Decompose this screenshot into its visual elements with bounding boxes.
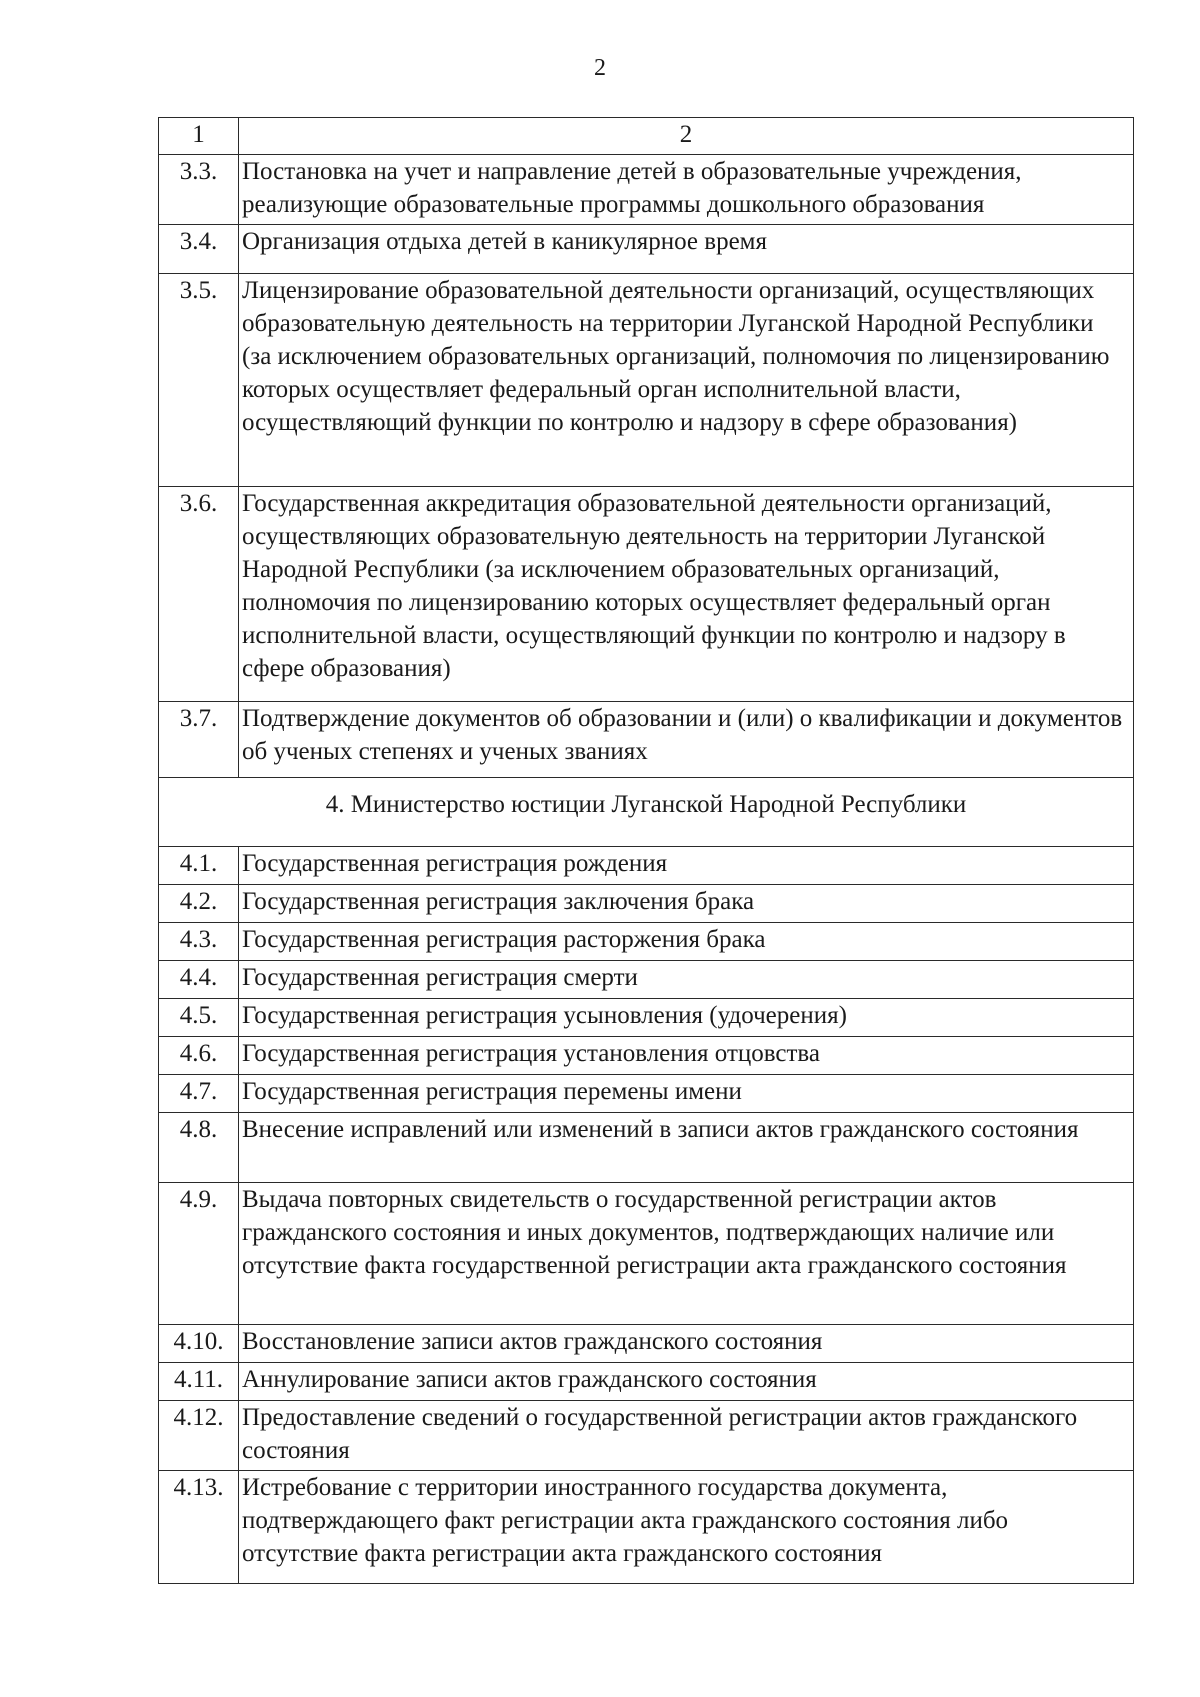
row-number: 4.11. xyxy=(159,1363,239,1401)
table-row xyxy=(159,1113,1134,1183)
row-text: Государственная регистрация установления отцовства xyxy=(239,1037,1134,1075)
row-text: Восстановление записи актов гражданского состояния xyxy=(239,1325,1134,1363)
table-row xyxy=(159,1363,1134,1401)
header-col-number: 1 xyxy=(159,118,239,155)
section-heading-row xyxy=(159,778,1134,847)
table-row xyxy=(159,923,1134,961)
row-number: 4.4. xyxy=(159,961,239,999)
table-row xyxy=(159,1325,1134,1363)
row-number: 3.3. xyxy=(159,155,239,225)
row-text: Государственная аккредитация образовательной деятельности организаций, осуществляющих образовательную деятельность на территории Луганской Народной Республики (за исключением образовательных организаций, полномочия по лицензированию которых осуществляет федеральный орган исполнительной власти, осуществляющий функции по контролю и надзору в сфере образования) xyxy=(239,487,1134,702)
row-text: Государственная регистрация смерти xyxy=(239,961,1134,999)
row-number: 3.4. xyxy=(159,225,239,274)
row-text: Внесение исправлений или изменений в записи актов гражданского состояния xyxy=(239,1113,1134,1183)
row-number: 4.13. xyxy=(159,1471,239,1584)
row-text: Аннулирование записи актов гражданского состояния xyxy=(239,1363,1134,1401)
row-text: Государственная регистрация расторжения брака xyxy=(239,923,1134,961)
row-number: 4.6. xyxy=(159,1037,239,1075)
row-text: Постановка на учет и направление детей в образовательные учреждения, реализующие образовательные программы дошкольного образования xyxy=(239,155,1134,225)
services-table xyxy=(158,117,1134,1584)
row-number: 4.12. xyxy=(159,1401,239,1471)
row-number: 4.9. xyxy=(159,1183,239,1325)
row-text: Государственная регистрация заключения брака xyxy=(239,885,1134,923)
table-row xyxy=(159,1183,1134,1325)
row-text: Государственная регистрация усыновления (удочерения) xyxy=(239,999,1134,1037)
row-text: Истребование с территории иностранного государства документа, подтверждающего факт регистрации акта гражданского состояния либо отсутствие факта регистрации акта гражданского состояния xyxy=(239,1471,1134,1584)
row-text: Лицензирование образовательной деятельности организаций, осуществляющих образовательную деятельность на территории Луганской Народной Республики (за исключением образовательных организаций, полномочия по лицензированию которых осуществляет федеральный орган исполнительной власти, осуществляющий функции по контролю и надзору в сфере образования) xyxy=(239,274,1134,487)
table-row xyxy=(159,1075,1134,1113)
table-row xyxy=(159,999,1134,1037)
table-row xyxy=(159,274,1134,487)
table-row xyxy=(159,487,1134,702)
table-row xyxy=(159,1471,1134,1584)
section-title: 4. Министерство юстиции Луганской Народной Республики xyxy=(159,778,1134,847)
row-text: Выдача повторных свидетельств о государственной регистрации актов гражданского состояния и иных документов, подтверждающих наличие или отсутствие факта государственной регистрации акта гражданского состояния xyxy=(239,1183,1134,1325)
row-number: 3.6. xyxy=(159,487,239,702)
row-text: Организация отдыха детей в каникулярное время xyxy=(239,225,1134,274)
table-header-row xyxy=(159,118,1134,155)
table-row xyxy=(159,702,1134,778)
row-number: 4.10. xyxy=(159,1325,239,1363)
row-number: 4.7. xyxy=(159,1075,239,1113)
table-row xyxy=(159,961,1134,999)
row-number: 4.3. xyxy=(159,923,239,961)
row-number: 4.1. xyxy=(159,847,239,885)
table-row xyxy=(159,1037,1134,1075)
row-text: Государственная регистрация рождения xyxy=(239,847,1134,885)
row-number: 4.5. xyxy=(159,999,239,1037)
row-text: Государственная регистрация перемены имени xyxy=(239,1075,1134,1113)
page-number: 2 xyxy=(594,55,606,81)
row-number: 4.2. xyxy=(159,885,239,923)
row-number: 3.5. xyxy=(159,274,239,487)
header-col-name: 2 xyxy=(239,118,1134,155)
row-text: Подтверждение документов об образовании и (или) о квалификации и документов об ученых степенях и ученых званиях xyxy=(239,702,1134,778)
table-row xyxy=(159,225,1134,274)
row-number: 3.7. xyxy=(159,702,239,778)
row-text: Предоставление сведений о государственной регистрации актов гражданского состояния xyxy=(239,1401,1134,1471)
table-row xyxy=(159,1401,1134,1471)
row-number: 4.8. xyxy=(159,1113,239,1183)
table-row xyxy=(159,155,1134,225)
table-row xyxy=(159,847,1134,885)
table-row xyxy=(159,885,1134,923)
